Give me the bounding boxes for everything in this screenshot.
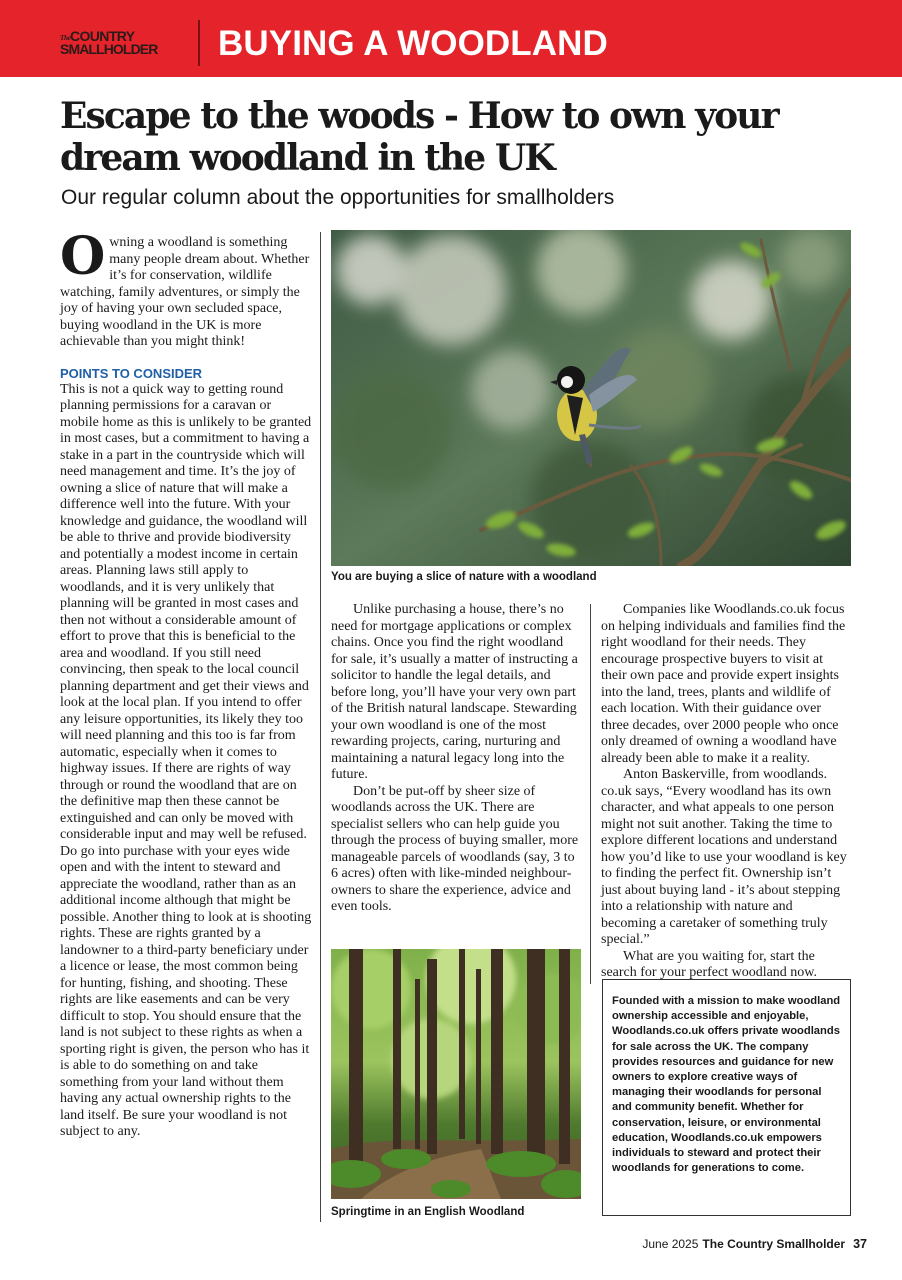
intro-paragraph bbox=[60, 226, 312, 351]
page-number: 37 bbox=[853, 1237, 867, 1251]
article-subhead: Our regular column about the opportunities for smallholders bbox=[61, 186, 615, 209]
photo-great-tit bbox=[331, 230, 851, 566]
column-right bbox=[601, 602, 851, 982]
footer-publication: The Country Smallholder bbox=[702, 1237, 846, 1251]
footer-date: June 2025 bbox=[642, 1237, 699, 1251]
col3-paragraph-1: Companies like Woodlands.co.uk focus on helping individuals and families find the right woodland for their needs. They encourage prospective buyers to visit at their own pace and provide expert insights into the land, trees, plants and wildlife of each location. With their guidance over three decades, over 2000 people who once only dreamed of owning a woodland have already been able to make it a reality. bbox=[601, 602, 846, 766]
column-left bbox=[60, 226, 312, 1141]
logo-line-2: SMALLHOLDER bbox=[60, 41, 158, 57]
col2-paragraph-2: Don’t be put-off by sheer size of woodlands across the UK. There are specialist sellers who can help guide you through the process of buying smaller, more manageable parcels of woodlands (say, 3 to 6 acres) often with like-minded neighbour-owners to share the experience, advice and even tools. bbox=[331, 783, 579, 914]
col3-paragraph-2: Anton Baskerville, from woodlands. co.uk says, “Every woodland has its own character, and what appeals to one person might not suit another. Taking the time to explore different locations and understand how you’d like to use your woodland is key to finding the perfect fit. Ownership isn’t just about buying land - it’s about stepping into a relationship with nature and becoming a caretaker of something truly special.” bbox=[601, 767, 847, 947]
column-divider-right bbox=[590, 604, 591, 984]
col2-paragraph-1: Unlike purchasing a house, there’s no need for mortgage applications or complex chains. Once you find the right woodland for sale, it’s usually a matter of instructing a solicitor to handle the legal details, and before long, you’ll have your very own part of the British natural landscape. Stewarding your own woodland is one of the most rewarding projects, caring, nurturing and maintaining a natural legacy long into the future. bbox=[331, 602, 578, 782]
points-heading: POINTS TO CONSIDER bbox=[60, 365, 203, 381]
page-footer bbox=[642, 1237, 867, 1251]
points-paragraph: This is not a quick way to getting round planning permissions for a caravan or mobile home as this is unlikely to be granted in most cases, but a commitment to having a stake in a part in the countryside which will need management and time. It’s the joy of owning a slice of nature that will make a difference well into the future. With your knowledge and guidance, the woodland will be able to thrive and provide biodiversity and potentially a modest income in certain areas. Planning laws still apply to woodlands, and it is very unlikely that planning will be granted in most cases and then not without a considerable amount of effort to prove that this is beneficial to the area and woodland. If you still need convincing, then speak to the local council planning department and get their views and look at the local plan. If you intend to offer any leisure opportunities, its likely they too will need planning and this too is far from automatic, especially when it comes to highway issues. If there are rights of way through or round the woodland that are on the definitive map then these cannot be extinguished and can only be moved with considerable input and may well be refused. Do go into purchase with your eyes wide open and with the intent to steward and appreciate the woodland, rather than as an additional income although that might be possible. Another thing to look at is shooting rights. These are rights granted by a landowner to a third-party beneficiary under a licence or lease, the most common being for hunting, fishing, and shooting. These rights are like easements and can be very difficult to stop. You should ensure that the land is not subject to these rights as when a sporting right is given, the person who has it is able to do something on and take something from your land without them having any actual ownership rights to the land itself. Be sure your woodland is not subject to any. bbox=[60, 381, 312, 1139]
banner-divider bbox=[198, 20, 200, 66]
section-banner bbox=[0, 0, 902, 77]
photo-woodland bbox=[331, 949, 581, 1199]
col3-paragraph-3: What are you waiting for, start the search for your perfect woodland now. bbox=[601, 948, 818, 980]
column-divider-left bbox=[320, 232, 321, 1222]
woodland-image bbox=[331, 949, 581, 1199]
section-title: BUYING A WOODLAND bbox=[218, 24, 608, 63]
company-boxout bbox=[602, 979, 851, 1216]
logo-line-1: COUNTRY bbox=[70, 28, 135, 44]
top-photo-caption: You are buying a slice of nature with a woodland bbox=[331, 571, 597, 583]
article-headline: Escape to the woods - How to own your dream woodland in the UK bbox=[60, 95, 778, 179]
intro-text: wning a woodland is something many people dream about. Whether it’s for conservation, wildlife watching, family adventures, or simply the joy of having your own secluded space, buying woodland in the UK is more achievable than you might think! bbox=[60, 235, 310, 349]
logo-the-text: The bbox=[60, 34, 71, 42]
column-middle bbox=[331, 602, 579, 916]
bird-on-branch-image bbox=[331, 230, 851, 566]
bottom-photo-caption: Springtime in an English Woodland bbox=[331, 1206, 525, 1218]
drop-cap: O bbox=[60, 226, 106, 287]
boxout-text: Founded with a mission to make woodland ownership accessible and enjoyable, Woodlands.co.uk offers private woodlands for sale across the UK. The company provides resources and guidance for new owners to explore creative ways of managing their woodlands for personal and community benefit. Whether for conservation, leisure, or environmental education, Woodlands.co.uk empowers individuals to steward and protect their woodlands for generations to come. bbox=[612, 995, 841, 1175]
